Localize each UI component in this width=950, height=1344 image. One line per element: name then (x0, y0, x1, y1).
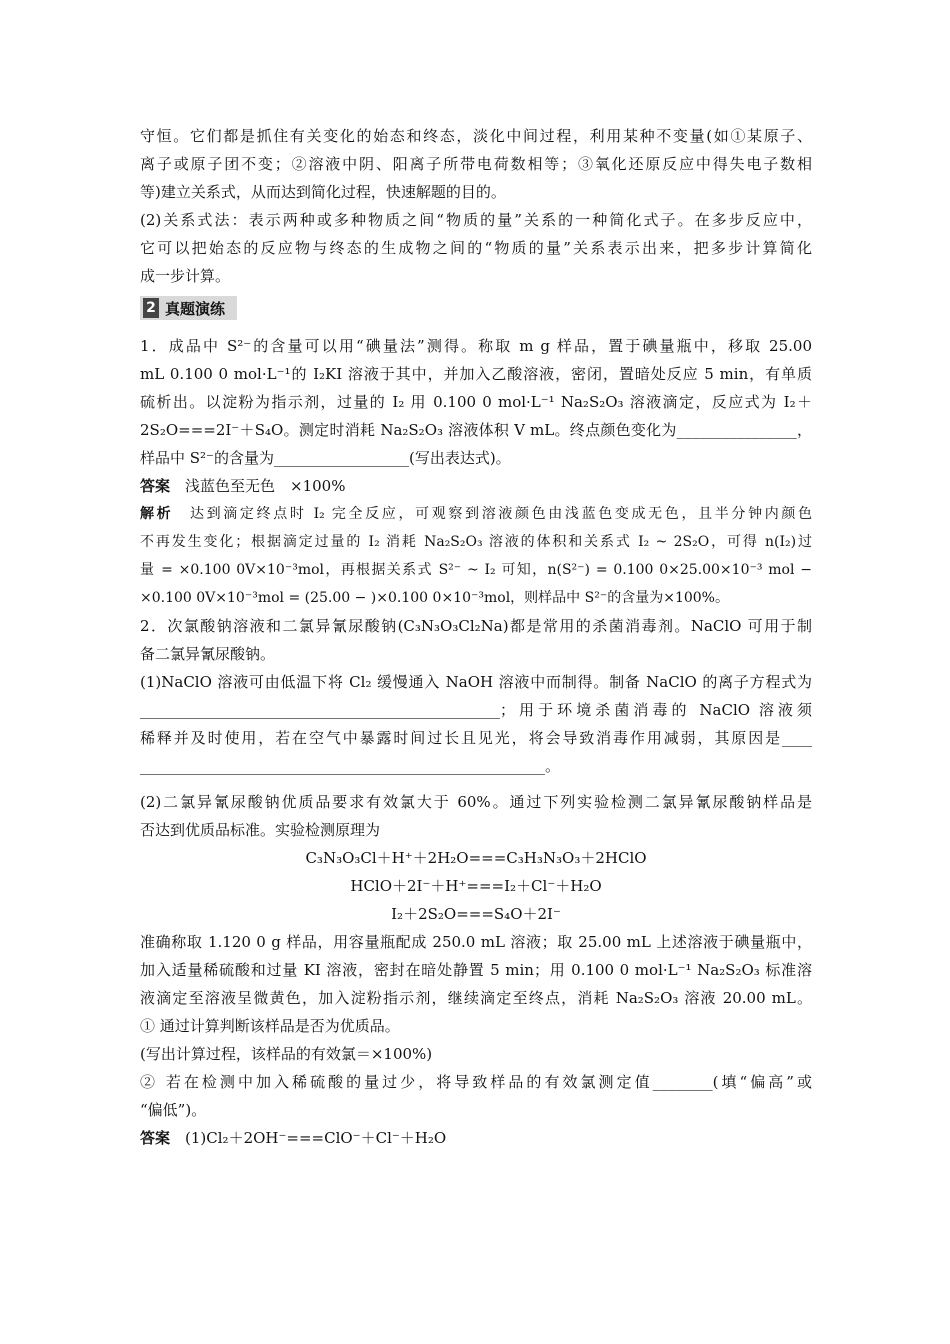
section-badge (140, 296, 237, 320)
text-line: 准确称取 1.120 0 g 样品，用容量瓶配成 250.0 mL 溶液；取 25.00 mL 上述溶液于碘量瓶中， (140, 933, 812, 951)
text-line: ② 若在检测中加入稀硫酸的量过少，将导致样品的有效氯测定值________(填“偏高”或 (140, 1073, 812, 1091)
text-line: 不再发生变化；根据滴定过量的 I₂ 消耗 Na₂S₂O₃ 溶液的体积和关系式 I₂ ~ 2S₂O，可得 n(I₂)过 (140, 534, 812, 550)
equation: C₃N₃O₃Cl＋H⁺＋2H₂O===C₃H₃N₃O₃＋2HClO (305, 849, 647, 867)
intro-paragraph (140, 122, 812, 290)
equation: I₂＋2S₂O===S₄O＋2I⁻ (391, 905, 561, 923)
section-header (140, 296, 812, 322)
section-number: 2 (143, 298, 159, 318)
text-line: (2)二氯异氰尿酸钠优质品要求有效氯大于 60%。通过下列实验检测二氯异氰尿酸钠样品是 (140, 793, 812, 811)
answer-text: 浅蓝色至无色 ×100% (185, 477, 346, 495)
analysis-text: 达到滴定终点时 I₂ 完全反应，可观察到溶液颜色由浅蓝色变成无色，且半分钟内颜色 (189, 506, 812, 522)
analysis-line (140, 500, 812, 528)
text-line: “偏低”)。 (140, 1101, 207, 1119)
text-line: 加入适量稀硫酸和过量 KI 溶液，密封在暗处静置 5 min；用 0.100 0 mol·L⁻¹ Na₂S₂O₃ 标准溶 (140, 961, 812, 979)
text-line: ______________________________________________________。 (140, 757, 561, 775)
text-line: 稀释并及时使用，若在空气中暴露时间过长且见光，将会导致消毒作用减弱，其原因是____ (140, 729, 812, 747)
text-line: 硫析出。以淀粉为指示剂，过量的 I₂ 用 0.100 0 mol·L⁻¹ Na₂S₂O₃ 溶液滴定，反应式为 I₂＋ (140, 393, 812, 411)
section-title: 真题演练 (165, 299, 226, 318)
text-line: 否达到优质品标准。实验检测原理为 (140, 821, 381, 839)
text-line: 备二氯异氰尿酸钠。 (140, 645, 276, 663)
text-line: ________________________________________________；用于环境杀菌消毒的 NaClO 溶液须 (140, 701, 812, 719)
text-line: 等)建立关系式，从而达到简化过程，快速解题的目的。 (140, 183, 506, 201)
text-line: 2．次氯酸钠溶液和二氯异氰尿酸钠(C₃N₃O₃Cl₂Na)都是常用的杀菌消毒剂。NaClO 可用于制 (140, 617, 812, 635)
analysis-label: 解析 (140, 506, 174, 522)
document-page (140, 122, 812, 1152)
answer-line (140, 1124, 812, 1152)
text-line: (写出计算过程，该样品的有效氯＝×100%) (140, 1045, 433, 1063)
question-1 (140, 332, 812, 612)
text-line: ×0.100 0V×10⁻³mol = (25.00 − )×0.100 0×10⁻³mol，则样品中 S²⁻的含量为×100%。 (140, 590, 729, 606)
answer-label: 答案 (140, 477, 171, 495)
equation: HClO＋2I⁻＋H⁺===I₂＋Cl⁻＋H₂O (350, 877, 602, 895)
answer-line (140, 472, 812, 500)
text-line: 成一步计算。 (140, 267, 231, 285)
answer-text: (1)Cl₂＋2OH⁻===ClO⁻＋Cl⁻＋H₂O (185, 1129, 447, 1147)
text-line: mL 0.100 0 mol·L⁻¹的 I₂KI 溶液于其中，并加入乙酸溶液，密闭，置暗处反应 5 min，有单质 (140, 365, 812, 383)
text-line: (2)关系式法：表示两种或多种物质之间“物质的量”关系的一种简化式子。在多步反应中， (140, 211, 812, 229)
text-line: ① 通过计算判断该样品是否为优质品。 (140, 1017, 400, 1035)
text-line: (1)NaClO 溶液可由低温下将 Cl₂ 缓慢通入 NaOH 溶液中而制得。制备 NaClO 的离子方程式为 (140, 673, 812, 691)
text-line: 守恒。它们都是抓住有关变化的始态和终态，淡化中间过程，利用某种不变量(如①某原子、 (140, 127, 812, 145)
text-line: 它可以把始态的反应物与终态的生成物之间的“物质的量”关系表示出来，把多步计算简化 (140, 239, 812, 257)
text-line: 量 = ×0.100 0V×10⁻³mol，再根据关系式 S²⁻ ~ I₂ 可知，n(S²⁻) = 0.100 0×25.00×10⁻³ mol − (140, 562, 812, 578)
text-line: 样品中 S²⁻的含量为__________________(写出表达式)。 (140, 449, 511, 467)
answer-label: 答案 (140, 1129, 171, 1147)
text-line: 2S₂O===2I⁻＋S₄O。测定时消耗 Na₂S₂O₃ 溶液体积 V mL。终点颜色变化为________________， (140, 421, 812, 439)
text-line: 离子或原子团不变；②溶液中阴、阳离子所带电荷数相等；③氧化还原反应中得失电子数相 (140, 155, 812, 173)
text-line: 1．成品中 S²⁻的含量可以用“碘量法”测得。称取 m g 样品，置于碘量瓶中，移取 25.00 (140, 337, 812, 355)
text-line: 液滴定至溶液呈微黄色，加入淀粉指示剂，继续滴定至终点，消耗 Na₂S₂O₃ 溶液 20.00 mL。 (140, 989, 812, 1007)
question-2 (140, 612, 812, 1152)
